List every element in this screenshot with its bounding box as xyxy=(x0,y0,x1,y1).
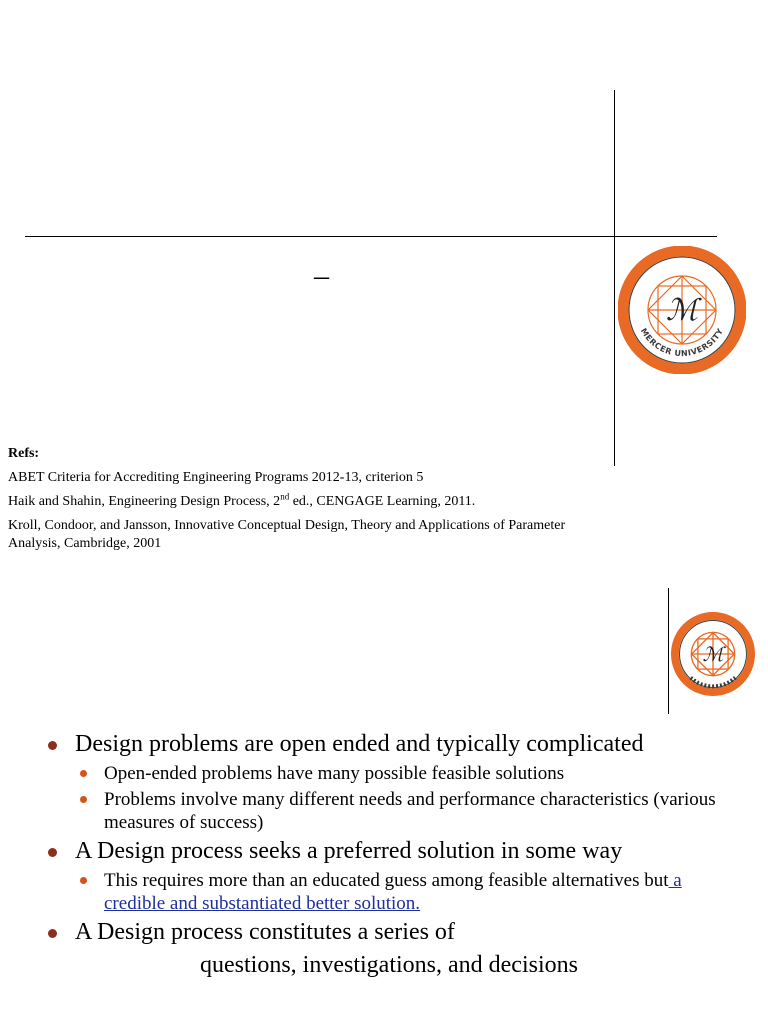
sub-bullet-item xyxy=(0,762,744,785)
mercer-engineering-logo-small xyxy=(671,612,755,696)
sub-bullet-dot-icon xyxy=(80,770,87,777)
bullet-item xyxy=(0,918,768,946)
references-heading: Refs: xyxy=(8,446,40,461)
bullet-item xyxy=(0,837,768,865)
reference-item: Kroll, Condoor, and Jansson, Innovative Conceptual Design, Theory and Applications of Parameter Analysis, Cambridge, 2001 xyxy=(8,518,566,551)
substantiated-solution-link[interactable]: a credible and substantiated better solution. xyxy=(104,870,682,914)
reference-item: Haik and Shahin, Engineering Design Process, 2nd ed., CENGAGE Learning, 2011. xyxy=(8,491,476,509)
sub-bullet-dot-icon xyxy=(80,796,87,803)
references-block xyxy=(8,445,608,559)
sub-bullet-dot-icon xyxy=(80,877,87,884)
sub-bullet-text: Problems involve many different needs and performance characteristics (various measures of success) xyxy=(104,789,716,833)
slide-design-process xyxy=(0,584,768,1024)
bullet-continuation: questions, investigations, and decisions xyxy=(200,952,578,978)
bullet-item xyxy=(0,730,768,758)
bullet-dot-icon xyxy=(48,929,57,938)
slide2-divider-vertical xyxy=(668,588,669,714)
logo-top-text: SCHOOL OF ENGINEERING xyxy=(632,260,732,312)
title-divider-vertical xyxy=(614,90,615,466)
bullet-text: A Design process seeks a preferred solution in some way xyxy=(75,838,623,864)
mercer-engineering-logo xyxy=(618,246,746,374)
bullet-text: A Design process constitutes a series of xyxy=(75,919,455,945)
reference-item: ABET Criteria for Accrediting Engineering Programs 2012-13, criterion 5 xyxy=(8,470,424,485)
bullet-list xyxy=(0,730,768,980)
bullet-text: Design problems are open ended and typically complicated xyxy=(75,731,644,757)
slide-title-text: – xyxy=(314,259,329,292)
logo-emblem-letter: ℳ xyxy=(665,293,699,328)
bullet-dot-icon xyxy=(48,741,57,750)
sub-bullet-text: This requires more than an educated guess among feasible alternatives but xyxy=(104,870,669,891)
logo-emblem-letter: ℳ xyxy=(702,643,724,667)
sub-bullet-item xyxy=(0,869,744,915)
sub-bullet-text: Open-ended problems have many possible feasible solutions xyxy=(104,763,565,784)
sub-bullet-item xyxy=(0,788,744,834)
bullet-dot-icon xyxy=(48,848,57,857)
logo-bottom-text: MERCER UNIVERSITY xyxy=(638,326,726,359)
